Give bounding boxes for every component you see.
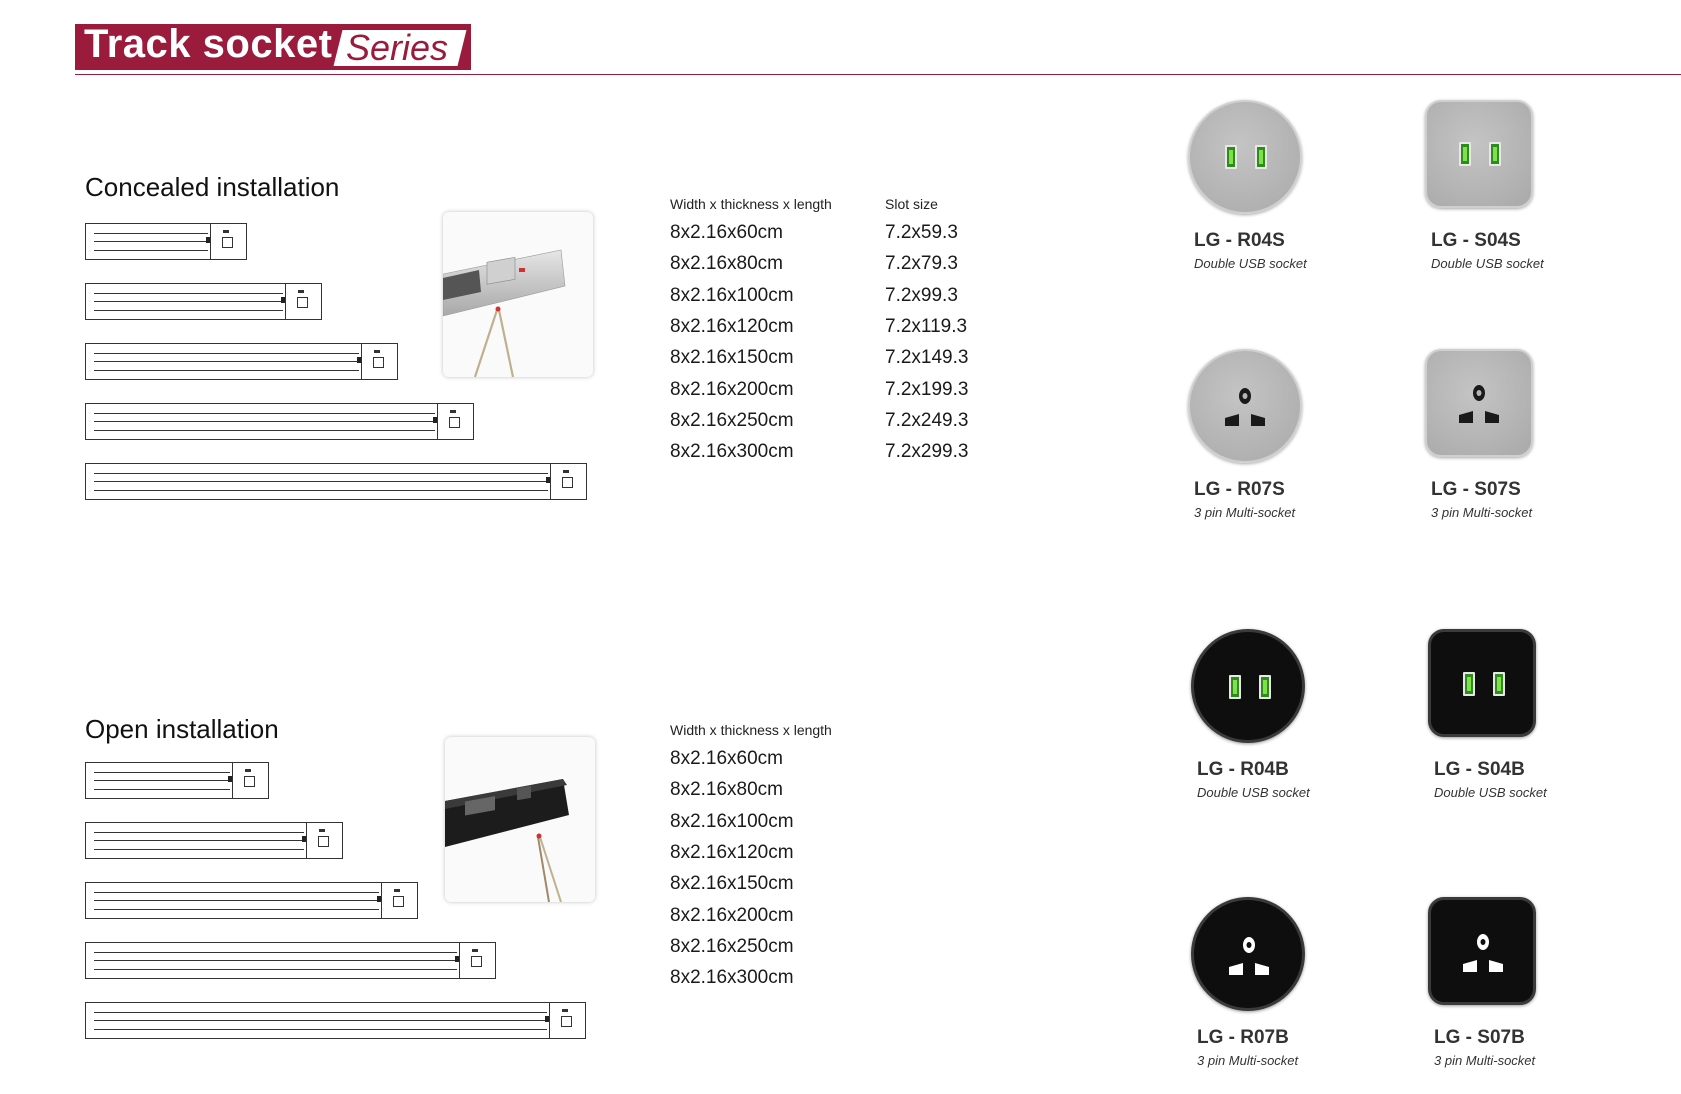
multi-pin-outlet-icon: [1194, 900, 1308, 1014]
usb-port-icon: [1463, 672, 1475, 696]
dimension-value: 8x2.16x100cm: [670, 284, 794, 306]
dimension-value: 8x2.16x200cm: [670, 378, 794, 400]
dimension-value: 8x2.16x200cm: [670, 904, 794, 926]
track-diagram: [85, 463, 587, 500]
slot-size-value: 7.2x99.3: [885, 284, 958, 306]
usb-port-icon: [1493, 672, 1505, 696]
concealed-col-slot-size: Slot size: [885, 196, 938, 212]
track-diagram: [85, 343, 398, 380]
track-diagram: [85, 762, 269, 799]
product-description: 3 pin Multi-socket: [1197, 1053, 1299, 1068]
dimension-value: 8x2.16x60cm: [670, 748, 784, 769]
product-description: 3 pin Multi-socket: [1194, 505, 1296, 520]
track-diagram: [85, 403, 474, 440]
dimension-value: 8x2.16x80cm: [670, 253, 784, 275]
concealed-col-dimensions: Width x thickness x length: [670, 196, 832, 212]
concealed-title: Concealed installation: [85, 172, 340, 202]
multi-pin-outlet-icon: [1431, 900, 1539, 1008]
usb-port-icon: [1459, 142, 1471, 166]
dimension-value: 8x2.16x120cm: [670, 315, 794, 337]
slot-size-value: 7.2x149.3: [885, 347, 969, 369]
header-series: Series: [346, 27, 449, 68]
slot-size-value: 7.2x79.3: [885, 253, 958, 275]
dimension-value: 8x2.16x250cm: [670, 935, 794, 957]
slot-size-value: 7.2x199.3: [885, 378, 969, 400]
product-description: Double USB socket: [1431, 256, 1544, 271]
slot-size-value: 7.2x119.3: [885, 315, 968, 337]
header-title: Track socket: [84, 22, 333, 66]
dimension-value: 8x2.16x100cm: [670, 810, 794, 832]
usb-socket-image: [1428, 629, 1536, 737]
product-model: LG - R04B: [1197, 759, 1289, 780]
slot-size-value: 7.2x249.3: [885, 409, 969, 431]
track-diagram: [85, 942, 496, 979]
track-diagram: [85, 1002, 586, 1039]
multi-socket-image: [1188, 349, 1302, 463]
slot-size-value: 7.2x299.3: [885, 441, 969, 463]
track-diagram: [85, 283, 322, 320]
product-model: LG - S07B: [1434, 1027, 1525, 1048]
open-track-image: [445, 737, 595, 902]
product-description: Double USB socket: [1197, 785, 1310, 800]
multi-socket-image: [1191, 897, 1305, 1011]
concealed-track-photo: [443, 212, 593, 377]
concealed-track-image: [443, 212, 593, 377]
dimension-value: 8x2.16x250cm: [670, 409, 794, 431]
track-diagram: [85, 822, 343, 859]
header-rule: [75, 74, 1681, 75]
usb-port-icon: [1259, 675, 1271, 699]
product-model: LG - S04B: [1434, 759, 1525, 780]
open-title: Open installation: [85, 714, 279, 744]
multi-socket-image: [1425, 349, 1533, 457]
multi-pin-outlet-icon: [1427, 351, 1535, 459]
product-model: LG - S04S: [1431, 230, 1521, 251]
open-col-dimensions: Width x thickness x length: [670, 722, 832, 738]
product-model: LG - S07S: [1431, 479, 1521, 500]
multi-pin-outlet-icon: [1190, 351, 1304, 465]
dimension-value: 8x2.16x150cm: [670, 347, 794, 369]
dimension-value: 8x2.16x80cm: [670, 779, 784, 801]
usb-port-icon: [1489, 142, 1501, 166]
track-diagram: [85, 223, 247, 260]
usb-port-icon: [1229, 675, 1241, 699]
track-diagram: [85, 882, 418, 919]
usb-socket-image: [1191, 629, 1305, 743]
dimension-value: 8x2.16x300cm: [670, 441, 794, 463]
product-description: 3 pin Multi-socket: [1434, 1053, 1536, 1068]
dimension-value: 8x2.16x60cm: [670, 222, 784, 243]
usb-port-icon: [1225, 145, 1237, 169]
product-description: Double USB socket: [1434, 785, 1547, 800]
usb-socket-image: [1188, 100, 1302, 214]
dimension-value: 8x2.16x150cm: [670, 873, 794, 895]
slot-size-value: 7.2x59.3: [885, 222, 958, 243]
dimension-value: 8x2.16x300cm: [670, 967, 794, 989]
multi-socket-image: [1428, 897, 1536, 1005]
dimension-value: 8x2.16x120cm: [670, 841, 794, 863]
product-model: LG - R04S: [1194, 230, 1285, 251]
usb-socket-image: [1425, 100, 1533, 208]
product-description: Double USB socket: [1194, 256, 1307, 271]
open-track-photo: [445, 737, 595, 902]
usb-port-icon: [1255, 145, 1267, 169]
product-description: 3 pin Multi-socket: [1431, 505, 1533, 520]
product-model: LG - R07S: [1194, 479, 1285, 500]
product-model: LG - R07B: [1197, 1027, 1289, 1048]
